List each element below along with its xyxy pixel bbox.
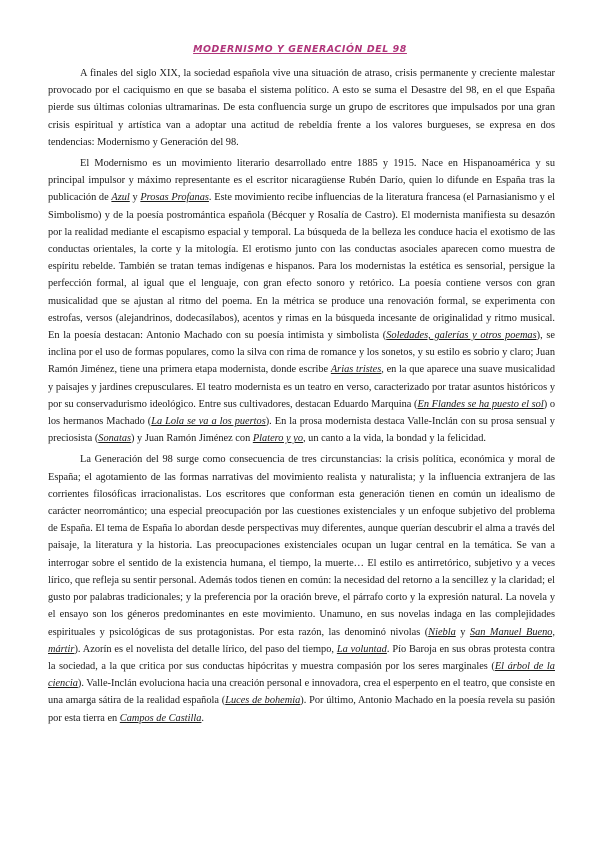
paragraph-text: ). Valle-Inclán evoluciona hacia una creación personal e innovadora, crea el esperpento en el teatro, que consiste en una amarga sátira de la realidad española ( [48, 678, 555, 707]
work-title-reference: Campos de Castilla [119, 712, 202, 724]
paragraph-text: ) y Juan Ramón Jiménez con [131, 433, 253, 445]
work-title-reference: Arias tristes [330, 364, 382, 376]
paragraph-intro [48, 65, 555, 151]
work-title-reference: Niebla [428, 626, 456, 638]
paragraph-generacion-98 [48, 451, 555, 726]
paragraph-text: . Este movimiento recibe influencias de la literatura francesa (el Parnasianismo y el Simbolismo) y de la poesía postromántica española (Bécquer y Rosalía de Castro). El modernista manifiesta su desazón por la realidad mediante el escapismo espacial y temporal. La búsqueda de la belleza les conduce hacia el exotismo de las conductas orientales, la corte y la mitología. El erotismo junto con las conductas asociales aparecen como muestra de espíritu rebelde. También se tratan temas indígenas e hispanos. Para los modernistas la estética es sensorial, persigue la perfección formal, al igual que el lenguaje, con gran efecto sonoro y retórico. La poesía contiene versos con gran musicalidad que se ajustan al ritmo del poema. En la métrica se produce una renovación formal, se experimenta con estrofas, versos (alejandrinos, dodecasílabos), acentos y rimas en la búsqueda incesante de originalidad y ritmo musical. En la poesía destacan: Antonio Machado con su poesía intimista y simbolista ( [48, 192, 556, 342]
work-title-reference: Sonatas [98, 433, 132, 445]
paragraph-text: ), se inclina por el uso de formas populares, como la silva con rima de romance y los sonetos, y su estilo es sobrio y claro; Juan Ramón Jiménez, tiene una primera etapa modernista, donde escribe [48, 330, 555, 376]
paragraph-text: , un canto a la vida, la bondad y la felicidad. [303, 433, 486, 445]
paragraph-text: El Modernismo es un movimiento literario desarrollado entre 1885 y 1915. Nace en Hispanoamérica y su principal impulsor y máximo representante es el escritor nicaragüense Rubén Darío, quien lo difunde en España tras la publicación de [48, 158, 555, 204]
work-title-reference: Prosas Profanas [140, 192, 209, 204]
work-title-reference: Platero y yo [252, 433, 303, 445]
paragraph-modernismo [48, 155, 555, 447]
work-title-reference: San Manuel Bueno, mártir [48, 626, 556, 655]
document-title: MODERNISMO Y GENERACIÓN DEL 98 [193, 44, 407, 55]
paragraph-text: ). Azorín es el novelista del detalle lírico, del paso del tiempo, [74, 643, 337, 655]
work-title-reference: Azul [111, 192, 130, 204]
paragraph-text: A finales del siglo XIX, la sociedad española vive una situación de atraso, crisis permanente y creciente malestar provocado por el caciquismo en que se basaba el sistema político. A esto se suma el Desastre del 98, en el que España pierde sus últimas colonias ultramarinas. De esta confluencia surge un grupo de escritores que impulsados por una gran crisis espiritual y artística van a adoptar una actitud de rebeldía frente a los valores burgueses, se expresa en dos tendencias: Modernismo y Generación del 98. [48, 68, 555, 148]
paragraph-text: ) o los hermanos Machado ( [48, 398, 556, 428]
work-title-reference: Soledades, galerías y otros poemas [386, 330, 537, 342]
paragraph-text: y [129, 192, 141, 204]
paragraph-text: . [201, 712, 204, 724]
work-title-reference: El árbol de la ciencia [48, 660, 555, 690]
paragraph-text: , en la que aparece una suave musicalidad y paisajes y jardines crepusculares. El teatro modernista es un teatro en verso, caracterizado por tratar asuntos históricos y por su conservadurismo ideológico. Entre sus cultivadores, destacan Eduardo Marquina ( [48, 364, 556, 410]
document-body [48, 65, 555, 727]
work-title-reference: Luces de bohemia [225, 695, 301, 707]
paragraph-text: La Generación del 98 surge como consecuencia de tres circunstancias: la crisis política, económica y moral de España; el agotamiento de las formas narrativas del movimiento realista y naturalista; y la influencia extranjera de las corrientes filosóficas irracionalistas. Los escritores que conforman esta generación tienen en común un idealismo de carácter neorromántico; una especial preocupación por las cuestiones existenciales y un enfoque subjetivo del problema de España. El tema de España lo abordan desde perspectivas muy diferentes, aunque querían descubrir el alma a través del paisaje, la literatura y la historia. Las preocupaciones existenciales ocupan un lugar central en la temática. Se van a interrogar sobre el sentido de la existencia humana, el tiempo, la muerte… El estilo es antirretórico, subjetivo y a veces lírico, que refleja su sentir personal. Además todos tienen en común: la necesidad del retorno a la sencillez y la claridad; el gusto por palabras tradicionales; y la preferencia por la oración breve, el párrafo corto y la expresión natural. La novela y el ensayo son los géneros predominantes en este movimiento. Unamuno, en sus novelas indaga en las complejidades espirituales y psicológicas de sus protagonistas. Por esta razón, las denominó nivolas ( [48, 454, 555, 638]
paragraph-text: ). Por último, Antonio Machado en la poesía revela su pasión por esta tierra en [48, 695, 555, 724]
paragraph-text: y [455, 626, 470, 638]
work-title-reference: La voluntad [336, 643, 387, 655]
work-title-reference: En Flandes se ha puesto el sol [417, 398, 544, 410]
work-title-reference: La Lola se va a los puertos [151, 416, 266, 428]
paragraph-text: ). En la prosa modernista destaca Valle-Inclán con su prosa sensual y preciosista ( [48, 416, 555, 445]
paragraph-text: . Pío Baroja en sus obras protesta contra la sociedad, a la que critica por sus conductas hipócritas y muestra compasión por los seres marginales ( [48, 643, 555, 672]
